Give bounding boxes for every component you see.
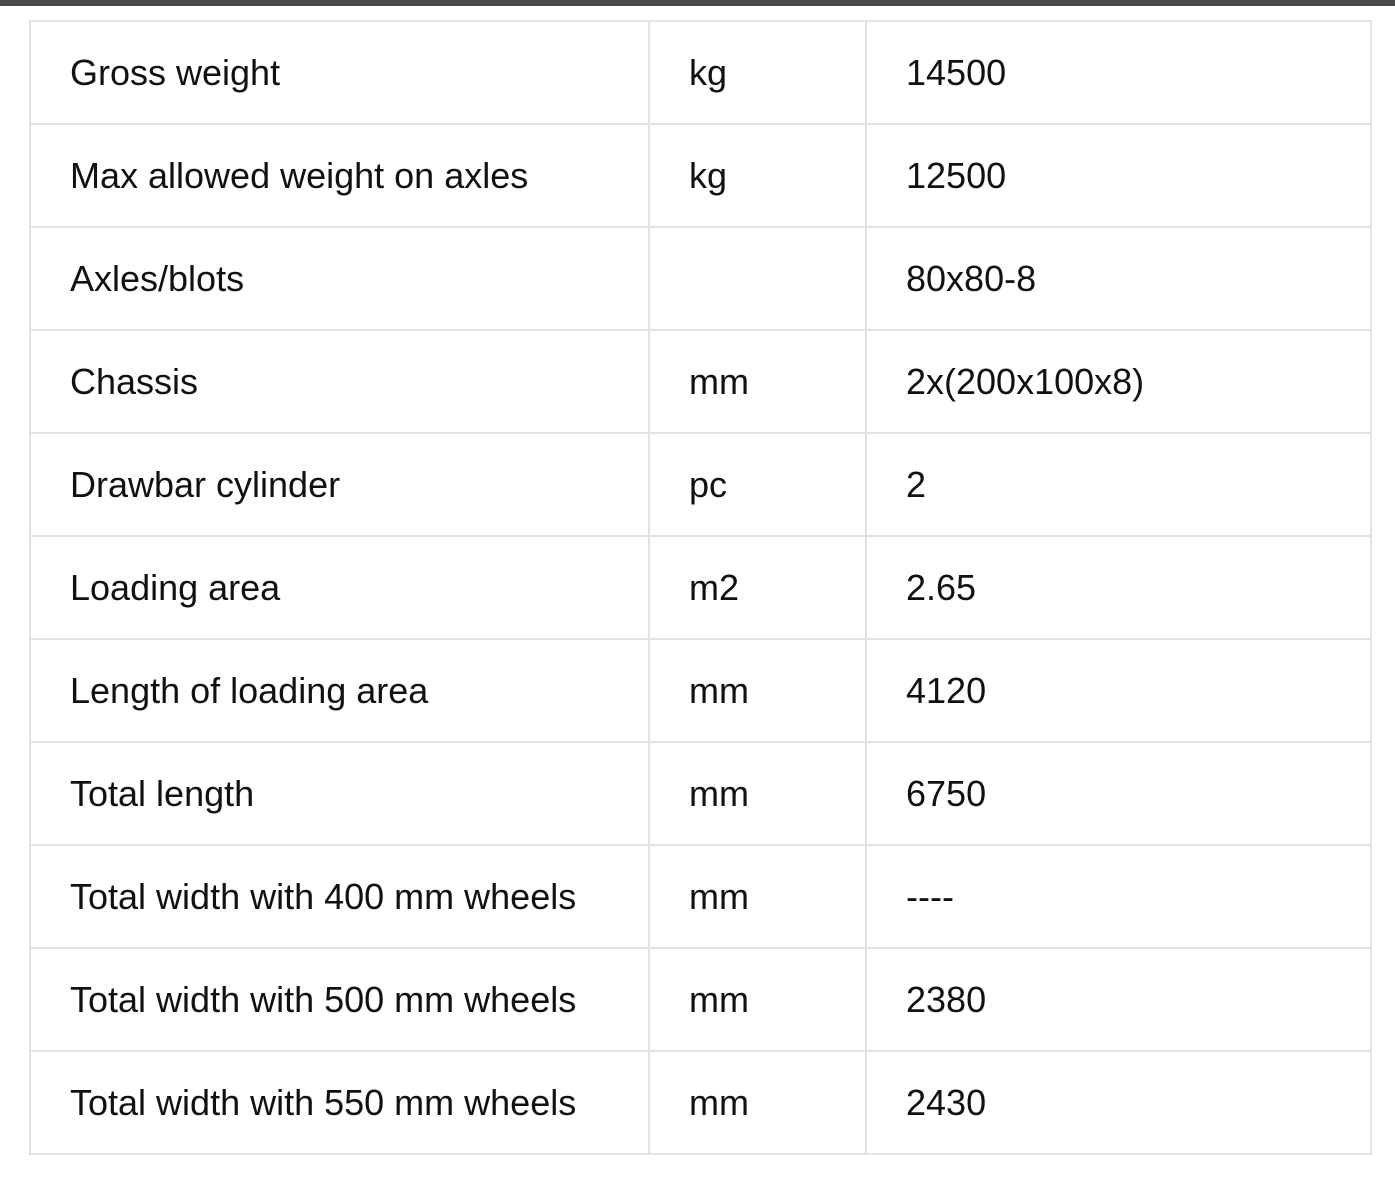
spec-label: Gross weight: [30, 21, 649, 124]
spec-label: Total width with 550 mm wheels: [30, 1051, 649, 1154]
table-row: [30, 433, 1371, 536]
table-row: [30, 227, 1371, 330]
spec-label: Total width with 500 mm wheels: [30, 948, 649, 1051]
top-border-bar: [0, 0, 1395, 6]
spec-unit: mm: [649, 330, 866, 433]
table-row: [30, 330, 1371, 433]
spec-label: Chassis: [30, 330, 649, 433]
spec-value: 2380: [866, 948, 1371, 1051]
spec-label: Max allowed weight on axles: [30, 124, 649, 227]
spec-unit: kg: [649, 124, 866, 227]
spec-label: Axles/blots: [30, 227, 649, 330]
spec-value: 2x(200x100x8): [866, 330, 1371, 433]
table-row: [30, 845, 1371, 948]
spec-label: Loading area: [30, 536, 649, 639]
spec-unit: mm: [649, 1051, 866, 1154]
spec-unit: mm: [649, 639, 866, 742]
spec-value: 2430: [866, 1051, 1371, 1154]
table-row: [30, 1051, 1371, 1154]
table-row: [30, 536, 1371, 639]
table-row: [30, 948, 1371, 1051]
spec-value: 2: [866, 433, 1371, 536]
spec-value: 2.65: [866, 536, 1371, 639]
spec-label: Total length: [30, 742, 649, 845]
spec-value: 12500: [866, 124, 1371, 227]
spec-unit: mm: [649, 845, 866, 948]
spec-value: 14500: [866, 21, 1371, 124]
spec-unit: kg: [649, 21, 866, 124]
spec-unit: [649, 227, 866, 330]
table-row: [30, 639, 1371, 742]
spec-value: ----: [866, 845, 1371, 948]
spec-label: Drawbar cylinder: [30, 433, 649, 536]
table-row: [30, 124, 1371, 227]
specifications-table: [29, 20, 1372, 1155]
spec-unit: pc: [649, 433, 866, 536]
spec-value: 80x80-8: [866, 227, 1371, 330]
spec-value: 6750: [866, 742, 1371, 845]
spec-unit: mm: [649, 742, 866, 845]
table-row: [30, 21, 1371, 124]
spec-label: Length of loading area: [30, 639, 649, 742]
spec-unit: m2: [649, 536, 866, 639]
spec-label: Total width with 400 mm wheels: [30, 845, 649, 948]
spec-value: 4120: [866, 639, 1371, 742]
table-row: [30, 742, 1371, 845]
spec-unit: mm: [649, 948, 866, 1051]
